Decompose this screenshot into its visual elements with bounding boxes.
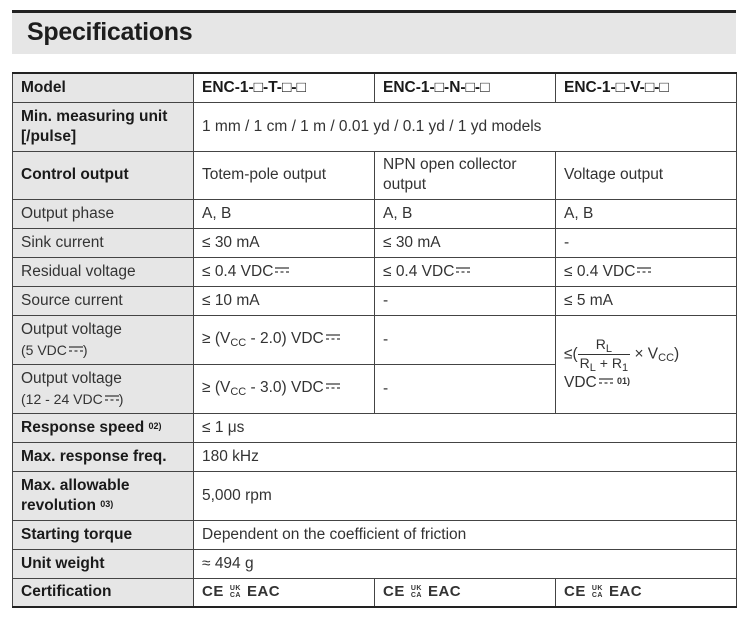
model-header-v: ENC-1-□-V-□-□ (556, 73, 737, 102)
formula-fraction: $\frac{R_L}{R_L + R_1}$ (579, 335, 629, 374)
dc-symbol-icon (105, 394, 119, 402)
table-row-min-unit (13, 102, 737, 151)
table-row-starting-torque (13, 520, 737, 549)
min-unit-value: 1 mm / 1 cm / 1 m / 0.01 yd / 0.1 yd / 1 yd models (194, 102, 737, 151)
footnote-ref: 01) (617, 375, 631, 386)
table-row-model (13, 73, 737, 102)
voltage-output-formula: ≤( $\frac{R_L}{R_L + R_1}$ × VCC) VDC $^{01)}$ (556, 315, 737, 413)
certification-marks-n (375, 578, 556, 607)
table-row-max-response-freq (13, 442, 737, 471)
specifications-table (12, 72, 737, 608)
residual-voltage-t: ≤ 0.4 VDC (194, 257, 375, 286)
row-label-model: Model (13, 73, 194, 102)
eac-mark-icon: EAC (246, 583, 281, 601)
ce-mark-icon: CE (564, 583, 586, 601)
row-label-output-phase: Output phase (13, 199, 194, 228)
table-row-sink-current (13, 228, 737, 257)
certification-marks-t (194, 578, 375, 607)
eac-mark-icon: EAC (608, 583, 643, 601)
output-voltage-12-n: - (375, 364, 556, 413)
table-row-source-current (13, 286, 737, 315)
source-current-n: - (375, 286, 556, 315)
page-title: Specifications (27, 18, 193, 46)
output-phase-n: A, B (375, 199, 556, 228)
row-label-source-current: Source current (13, 286, 194, 315)
max-revolution-value: 5,000 rpm (194, 471, 737, 520)
certification-marks-v (556, 578, 737, 607)
dc-symbol-icon (599, 377, 613, 385)
row-label-certification: Certification (13, 578, 194, 607)
output-voltage-5-n: - (375, 315, 556, 364)
row-label-residual-voltage: Residual voltage (13, 257, 194, 286)
dc-symbol-icon (637, 266, 651, 274)
table-row-control-output (13, 151, 737, 199)
table-row-unit-weight (13, 549, 737, 578)
eac-mark-icon: EAC (427, 583, 462, 601)
model-header-n: ENC-1-□-N-□-□ (375, 73, 556, 102)
row-label-starting-torque: Starting torque (13, 520, 194, 549)
row-label-min-unit: Min. measuring unit [/pulse] (13, 102, 194, 151)
dc-symbol-icon (326, 333, 340, 341)
row-label-max-response-freq: Max. response freq. (13, 442, 194, 471)
control-output-v: Voltage output (556, 151, 737, 199)
row-label-max-revolution: Max. allowable revolution $^{03)}$ (13, 471, 194, 520)
sink-current-n: ≤ 30 mA (375, 228, 556, 257)
dc-symbol-icon (326, 382, 340, 390)
row-label-output-voltage-5: Output voltage (5 VDC ) (13, 315, 194, 364)
sink-current-v: - (556, 228, 737, 257)
table-row-output-voltage-5 (13, 315, 737, 364)
row-label-sink-current: Sink current (13, 228, 194, 257)
table-row-output-phase (13, 199, 737, 228)
ukca-mark-icon: UK CA (410, 585, 422, 600)
model-header-t: ENC-1-□-T-□-□ (194, 73, 375, 102)
dc-symbol-icon (275, 266, 289, 274)
table-row-certification (13, 578, 737, 607)
dc-symbol-icon (69, 345, 83, 353)
table-row-max-revolution (13, 471, 737, 520)
ukca-mark-icon: UK CA (229, 585, 241, 600)
residual-voltage-n: ≤ 0.4 VDC (375, 257, 556, 286)
output-voltage-5-t: ≥ (VCC - 2.0) VDC (194, 315, 375, 364)
starting-torque-value: Dependent on the coefficient of friction (194, 520, 737, 549)
table-row-response-speed (13, 413, 737, 442)
row-label-output-voltage-12: Output voltage (12 - 24 VDC ) (13, 364, 194, 413)
ce-mark-icon: CE (202, 583, 224, 601)
ukca-mark-icon: UK CA (591, 585, 603, 600)
response-speed-value: ≤ 1 μs (194, 413, 737, 442)
residual-voltage-v: ≤ 0.4 VDC (556, 257, 737, 286)
dc-symbol-icon (456, 266, 470, 274)
section-header (12, 10, 736, 54)
output-voltage-12-t: ≥ (VCC - 3.0) VDC (194, 364, 375, 413)
row-label-response-speed: Response speed $^{02)}$ (13, 413, 194, 442)
control-output-t: Totem-pole output (194, 151, 375, 199)
row-label-control-output: Control output (13, 151, 194, 199)
unit-weight-value: ≈ 494 g (194, 549, 737, 578)
output-phase-v: A, B (556, 199, 737, 228)
control-output-n: NPN open collector output (375, 151, 556, 199)
row-label-unit-weight: Unit weight (13, 549, 194, 578)
sink-current-t: ≤ 30 mA (194, 228, 375, 257)
source-current-t: ≤ 10 mA (194, 286, 375, 315)
output-phase-t: A, B (194, 199, 375, 228)
max-response-freq-value: 180 kHz (194, 442, 737, 471)
source-current-v: ≤ 5 mA (556, 286, 737, 315)
ce-mark-icon: CE (383, 583, 405, 601)
table-row-residual-voltage (13, 257, 737, 286)
